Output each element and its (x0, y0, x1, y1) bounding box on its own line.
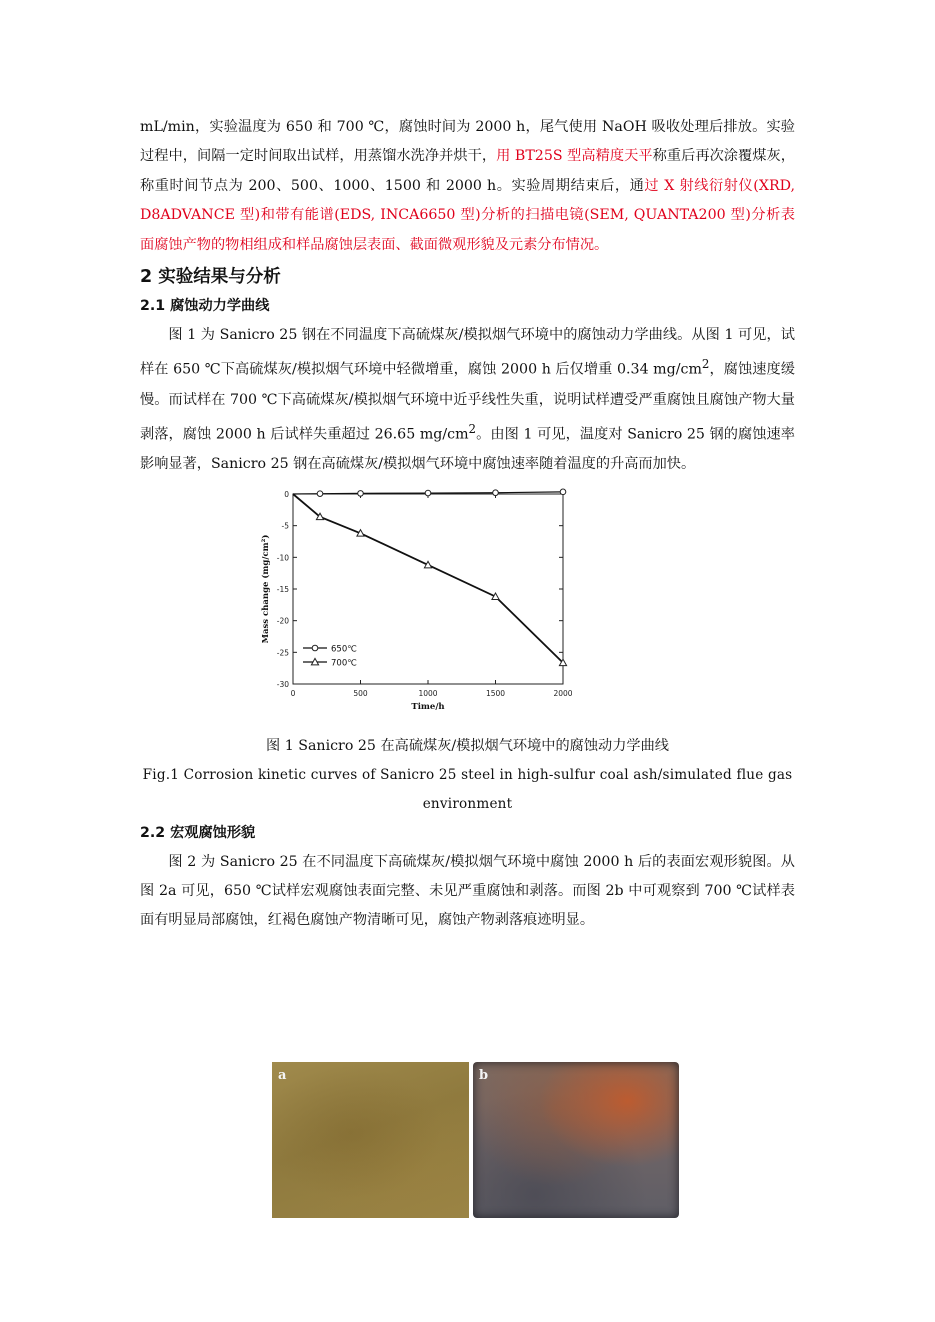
y-tick-label-3: -15 (276, 584, 289, 594)
x-axis-label: Time/h (411, 701, 445, 712)
y-tick-label-6: -30 (276, 679, 289, 689)
figure-1-chart (140, 484, 795, 732)
intro-text-1: mL/min，实验温度为 650 和 700 ℃，腐蚀时间为 2000 h，尾气使用 NaOH 吸收处理后排放。实验过程中，间隔一定时间取出试样，用蒸馏水洗净并烘干， (140, 119, 795, 165)
series-0-point-2 (358, 490, 364, 496)
para-2-1-a: 图 1 为 Sanicro 25 钢在不同温度下高硫煤灰/模拟烟气环境中的腐蚀动力学曲线。从图 1 可见，试样在 650 ℃下高硫煤灰/模拟烟气环境中轻微增重，腐蚀 2000 h 后仅增重 0.34 mg/cm (140, 327, 795, 379)
intro-highlight-balance: 用 BT25S 型高精度天平 (496, 148, 653, 165)
y-tick-label-5: -25 (276, 647, 289, 657)
x-tick-label-1: 500 (353, 688, 368, 698)
x-tick-label-4: 2000 (553, 688, 573, 698)
figure-1-caption-cn: 图 1 Sanicro 25 在高硫煤灰/模拟烟气环境中的腐蚀动力学曲线 (266, 737, 669, 754)
intro-text-2: 称重后再次涂覆煤灰，称重时间节点为 200、500、1000、1500 和 2000 h。实验周期结束后，通 (140, 148, 795, 194)
para-2-1-b: ，腐蚀速度缓慢。而试样在 700 ℃下高硫煤灰/模拟烟气环境中近乎线性失重，说明试样遭受严重腐蚀且腐蚀产物大量剥落，腐蚀 2000 h 后试样失重超过 26.65 mg/cm (140, 362, 795, 443)
series-0-point-3 (425, 490, 431, 496)
superscript-2: 2 (468, 421, 477, 436)
y-axis-label: Mass change (mg/cm²) (261, 534, 271, 643)
photo-sample-700 (473, 1062, 679, 1218)
figure-2-photos (272, 1062, 682, 1218)
section-2-1-paragraph (140, 321, 795, 480)
x-tick-label-3: 1500 (485, 688, 506, 698)
photo-label-b: b (479, 1068, 489, 1083)
superscript-1: 2 (701, 357, 710, 372)
section-2-1-title: 2.1 腐蚀动力学曲线 (140, 298, 270, 315)
section-2-2-title: 2.2 宏观腐蚀形貌 (140, 824, 256, 841)
series-0-point-4 (493, 489, 499, 495)
legend-label-0: 650℃ (331, 644, 357, 655)
kinetic-curve-chart (256, 484, 586, 724)
y-tick-label-2: -10 (276, 552, 289, 562)
x-tick-label-0: 0 (290, 688, 296, 698)
y-tick-label-4: -20 (276, 616, 289, 626)
x-tick-label-2: 1000 (418, 688, 438, 698)
photo-label-a: a (278, 1068, 287, 1083)
section-2-title: 2 实验结果与分析 (140, 267, 281, 288)
intro-paragraph (140, 113, 795, 260)
legend-label-1: 700℃ (331, 658, 357, 669)
series-line-1 (293, 494, 563, 663)
intro-highlight-instruments: 过 X 射线衍射仪(XRD, D8ADVANCE 型)和带有能谱(EDS, INCA6650 型)分析的扫描电镜(SEM, QUANTA200 型)分析表面腐蚀产物的物相组成和样品腐蚀层表面、截面微观形貌及元素分布情况。 (140, 177, 796, 253)
figure-1-caption-en: Fig.1 Corrosion kinetic curves of Sanicro 25 steel in high-sulfur coal ash/simulated flue gas environment (142, 766, 793, 812)
series-0-point-5 (560, 489, 566, 495)
section-2-2-paragraph: 图 2 为 Sanicro 25 在不同温度下高硫煤灰/模拟烟气环境中腐蚀 2000 h 后的表面宏观形貌图。从图 2a 可见，650 ℃试样宏观腐蚀表面完整、未见严重腐蚀和剥落。而图 2b 中可观察到 700 ℃试样表面有明显局部腐蚀，红褐色腐蚀产物清晰可见，腐蚀产物剥落痕迹明显。 (140, 853, 795, 929)
para-2-1-c: 。由图 1 可见，温度对 Sanicro 25 钢的腐蚀速率影响显著，Sanicro 25 钢在高硫煤灰/模拟烟气环境中腐蚀速率随着温度的升高而加快。 (140, 426, 795, 473)
y-tick-label-0: 0 (284, 489, 289, 499)
paper-page (140, 113, 795, 936)
legend-marker-0 (312, 645, 318, 651)
series-0-point-1 (317, 490, 323, 496)
photo-sample-650 (272, 1062, 469, 1218)
y-tick-label-1: -5 (281, 521, 289, 531)
